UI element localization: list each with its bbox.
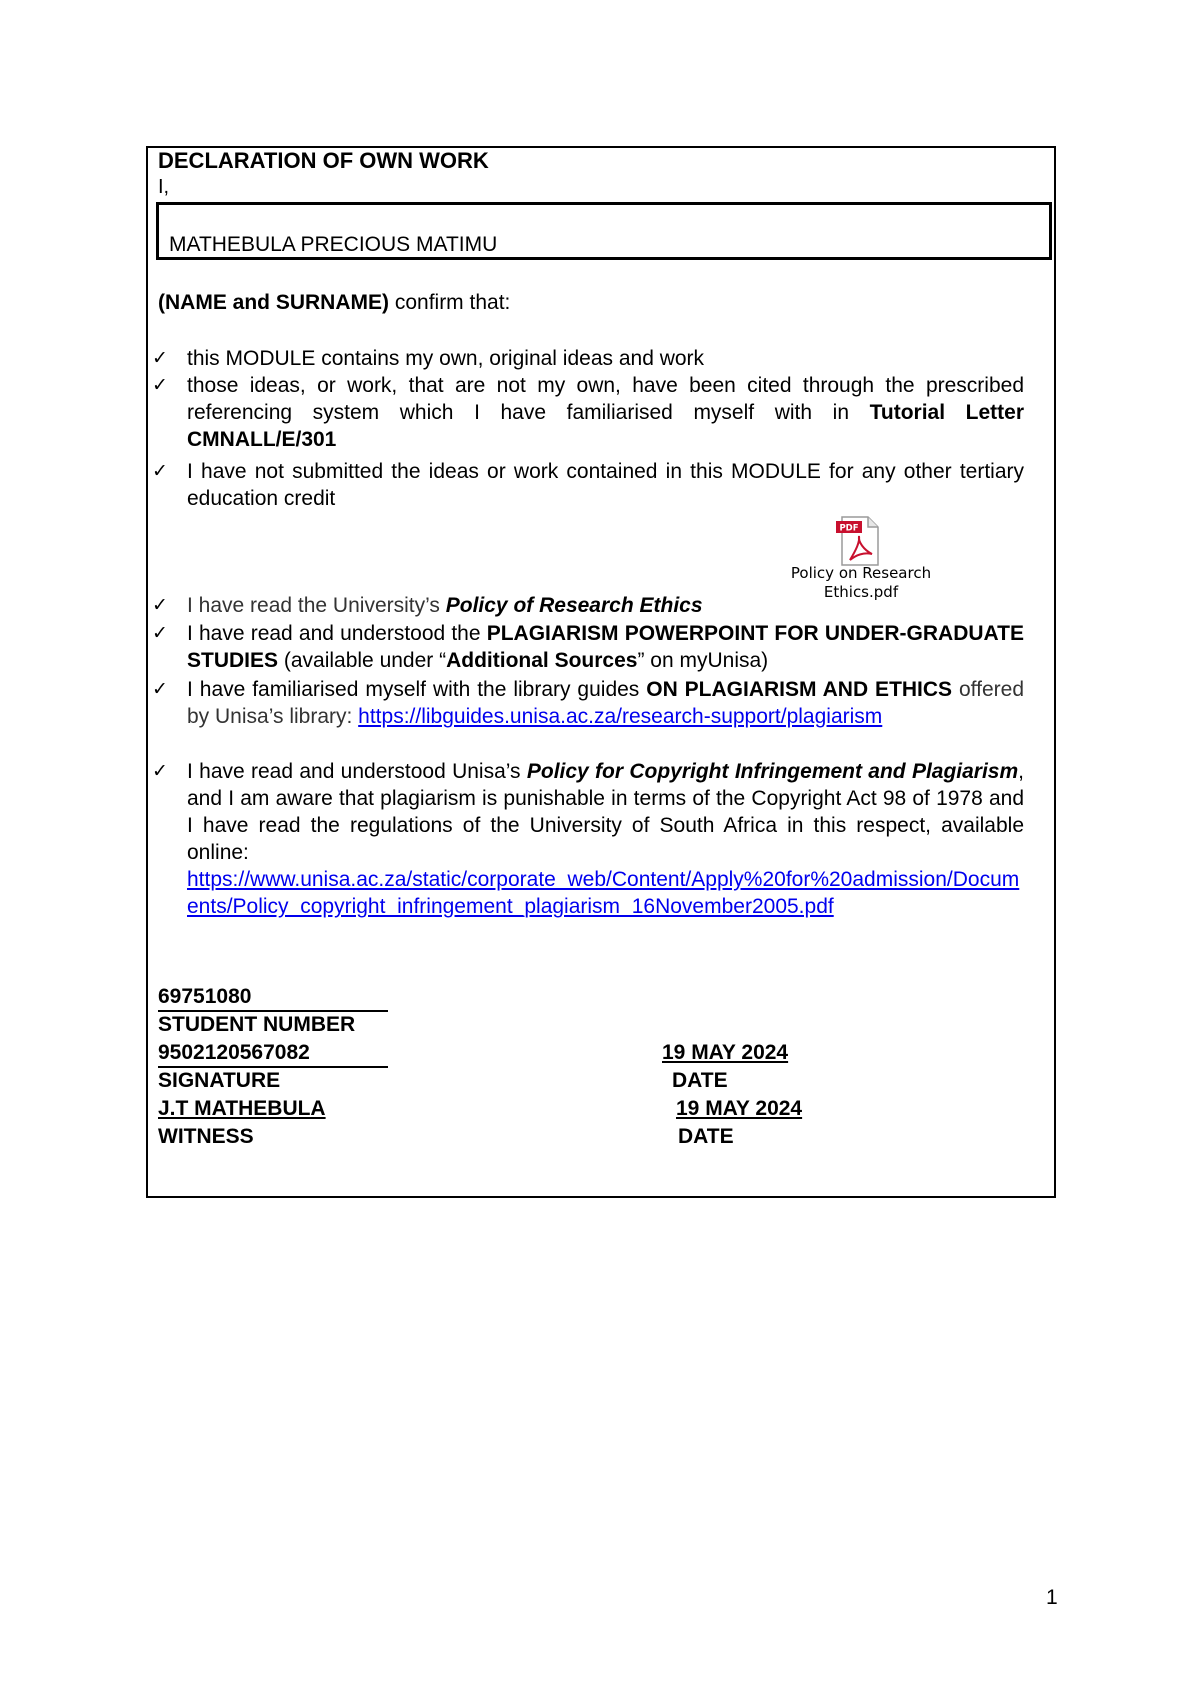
- confirm-line: [158, 291, 510, 315]
- copyright-policy-ref: Policy for Copyright Infringement and Plagiarism: [526, 760, 1019, 783]
- signature-value: 9502120567082: [158, 1041, 310, 1064]
- student-number-row: [158, 983, 388, 1012]
- date-1-value: 19 MAY 2024: [662, 1041, 789, 1064]
- declaration-title: DECLARATION OF OWN WORK: [158, 148, 489, 173]
- date-2-label: DATE: [678, 1125, 734, 1148]
- student-number-value: 69751080: [158, 985, 252, 1008]
- research-ethics-policy-ref: Policy of Research Ethics: [445, 594, 703, 617]
- witness-label: WITNESS: [158, 1125, 254, 1148]
- copyright-policy-link[interactable]: https://www.unisa.ac.za/static/corporate_web/Content/Apply%20for%20admission/Documents/Policy_copyright_infringement_plagiarism_16November2005.pdf: [187, 868, 1020, 918]
- witness-value: J.T MATHEBULA: [158, 1097, 326, 1120]
- pdf-icon[interactable]: [836, 516, 882, 566]
- name-field: [156, 202, 1052, 260]
- checkmark-icon: ✓: [152, 594, 168, 616]
- tutorial-letter-ref: Tutorial Letter CMNALL/E/301: [187, 401, 1024, 451]
- confirm-text: confirm that:: [389, 291, 511, 314]
- checkmark-icon: ✓: [152, 460, 168, 482]
- declaration-item-4: [152, 592, 1024, 619]
- declaration-item-1: [152, 345, 1024, 372]
- declaration-item-6: [152, 676, 1024, 730]
- item-text-plain: offered by Unisa’s library:: [187, 678, 1025, 728]
- i-prefix: I,: [158, 176, 170, 198]
- name-surname-label: (NAME and SURNAME): [158, 291, 389, 314]
- item-text-plain: I have read and understood the: [187, 622, 487, 645]
- item-text: I have not submitted the ideas or work contained in this MODULE for any other tertiary education credit: [187, 460, 1024, 510]
- checkmark-icon: ✓: [152, 622, 168, 644]
- item-text-plain: I have read the University’s: [187, 594, 446, 617]
- declaration-item-3: [152, 458, 1024, 512]
- item-text-plain: (available under “: [278, 649, 447, 672]
- item-text-plain: ” on myUnisa): [637, 649, 769, 672]
- plagiarism-powerpoint-ref: PLAGIARISM POWERPOINT FOR UNDER-GRADUATE STUDIES: [187, 622, 1024, 672]
- pdf-filename[interactable]: Policy on Research Ethics.pdf: [790, 564, 932, 601]
- item-text-plain: those ideas, or work, that are not my own, have been cited through the prescribed referencing system which I have familiarised myself with in: [187, 374, 1024, 424]
- name-value: MATHEBULA PRECIOUS MATIMU: [169, 233, 498, 256]
- item-text: [187, 758, 1024, 920]
- checkmark-icon: ✓: [152, 678, 168, 700]
- checkmark-icon: ✓: [152, 374, 168, 396]
- declaration-item-5: [152, 620, 1024, 674]
- item-text: [187, 592, 1024, 619]
- item-text-plain: , and I am aware that plagiarism is punishable in terms of the Copyright Act 98 of 1978 and I have read the regulations of the University of South Africa in this respect, available online:: [187, 760, 1025, 864]
- declaration-item-2: [152, 372, 1024, 453]
- item-text: [187, 372, 1024, 453]
- page-number: 1: [1046, 1586, 1058, 1609]
- signature-row: [158, 1039, 388, 1068]
- item-text-plain: I have familiarised myself with the library guides: [187, 678, 647, 701]
- checkmark-icon: ✓: [152, 760, 168, 782]
- declaration-item-7: [152, 758, 1024, 920]
- additional-sources-ref: Additional Sources: [446, 649, 638, 672]
- item-text-plain: I have read and understood Unisa’s: [187, 760, 527, 783]
- item-text: [187, 676, 1024, 730]
- checkmark-icon: ✓: [152, 347, 168, 369]
- item-text: [187, 620, 1024, 674]
- pdf-badge-label: PDF: [839, 523, 859, 534]
- date-1-label: DATE: [672, 1069, 728, 1092]
- item-text: this MODULE contains my own, original ideas and work: [187, 347, 705, 370]
- signature-label: SIGNATURE: [158, 1069, 281, 1092]
- plagiarism-ethics-ref: ON PLAGIARISM AND ETHICS: [646, 678, 953, 701]
- student-number-label: STUDENT NUMBER: [158, 1013, 356, 1036]
- date-2-value: 19 MAY 2024: [676, 1097, 803, 1120]
- libguides-link[interactable]: https://libguides.unisa.ac.za/research-support/plagiarism: [358, 705, 883, 728]
